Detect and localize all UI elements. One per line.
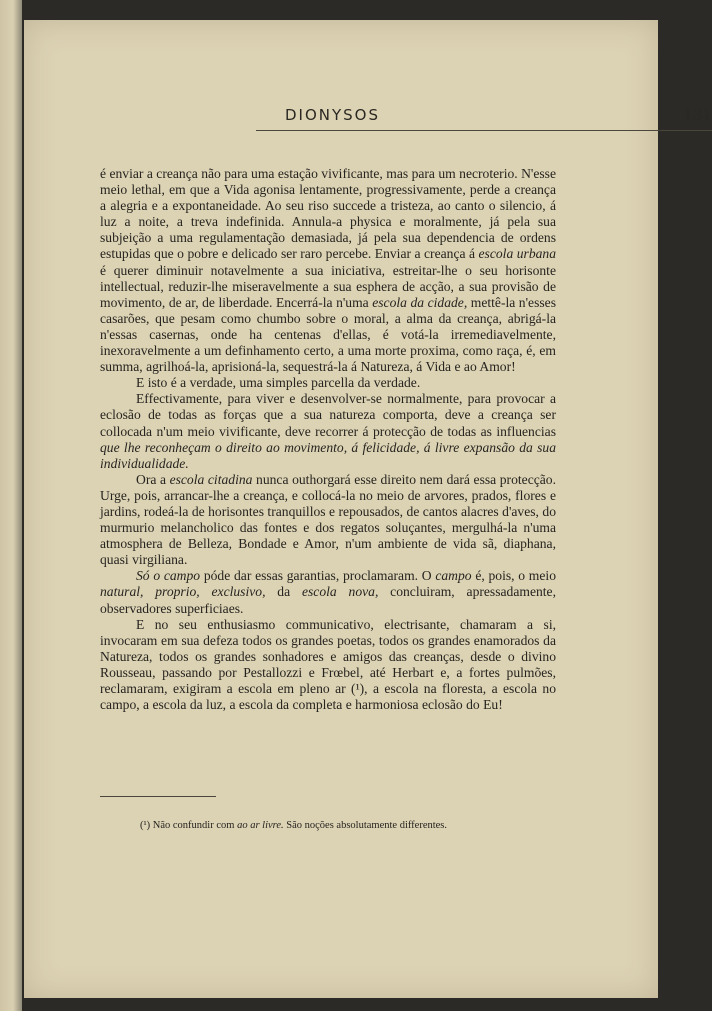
italic-text: ao ar livre. — [237, 820, 284, 831]
italic-text: natural, proprio, exclusivo, — [100, 584, 266, 600]
paragraph — [100, 375, 556, 391]
text-span: concluiram, apressadamente, observadores superficiaes. — [100, 584, 556, 616]
text-span: E isto é a verdade, uma simples parcella da verdade. — [136, 375, 421, 391]
book-spine-edge — [0, 0, 22, 1011]
text-span: Effectivamente, para viver e desenvolver-se normalmente, para provocar a eclosão de todas as forças que a sua natureza comporta, deve a creança ser collocada n'um meio vivificante, deve recorrer á protecção de todas as influencias — [100, 391, 556, 439]
italic-text: escola urbana — [478, 246, 557, 262]
footnote-separator — [100, 796, 216, 797]
italic-text: escola citadina — [169, 471, 253, 487]
text-span: é querer diminuir notavelmente a sua iniciativa, estreitar-lhe o seu horisonte intellectual, reduzir-lhe miseravelmente a sua esphera de acção, a sua provisão de movimento, de ar, de liberdade. Encerrá-la n'uma — [100, 262, 556, 310]
paragraph — [100, 617, 556, 714]
paragraph — [100, 568, 556, 616]
text-span: E no seu enthusiasmo communicativo, electrisante, chamaram a si, invocaram em sua defeza todos os grandes poetas, todos os grandes enamorados da Natureza, todos os grandes sonhadores e amigos das creanças, desde o divino Rousseau, passando por Pestallozzi e Frœbel, até Herbart e, a fortes pulmões, reclamaram, exigiram a escola em pleno ar (¹), a escola na floresta, a escola no campo, a escola da luz, a escola da completa e harmoniosa eclosão do Eu! — [100, 616, 556, 713]
page-header — [256, 106, 712, 131]
text-span: Não confundir com — [150, 820, 238, 831]
text-span: nunca outhorgará esse direito nem dará essa protecção. Urge, pois, arrancar-lhe a creança, e collocá-la no meio de arvores, prados, flores e jardins, rodeá-la de horisontes tranquillos e repousados, de cantos alacres d'aves, do murmurio melancholico das fontes e dos regatos soluçantes, mergulhá-la n'uma atmosphera de Belleza, Bondade e Amor, n'um ambiente de vida sã, diaphana, quasi virgiliana. — [100, 471, 556, 568]
text-span: mettê-la n'esses casarões, que pesam como chumbo sobre o moral, a alma da creança, abrigá-la n'essas casernas, onde ha centenas d'ellas, é votá-la irremediavelmente, inexoravelmente a um definhamento certo, a uma morte proxima, como raça, é, em summa, agrilhoá-la, aprisioná-la, sequestrá-la á Natureza, á Vida e ao Amor! — [100, 294, 556, 375]
footnote-marker: (¹) — [140, 820, 151, 831]
paragraph — [100, 166, 556, 375]
italic-text: Só o campo — [136, 568, 201, 584]
paragraph — [100, 472, 556, 569]
text-span: São noções absolutamente differentes. — [283, 820, 448, 831]
footnote — [140, 820, 447, 831]
paragraph — [100, 391, 556, 471]
page-number: 131 — [683, 106, 712, 124]
main-text — [100, 166, 556, 713]
italic-text: que lhe reconheçam o direito ao movimento, á felicidade, á livre expansão da sua individualidade. — [100, 439, 556, 471]
text-span: é, pois, o meio — [471, 568, 556, 584]
running-title: DIONYSOS — [285, 106, 381, 124]
footnote-text — [150, 820, 447, 831]
text-span: póde dar essas garantias, proclamaram. O — [200, 568, 436, 584]
text-span: é enviar a creança não para uma estação vivificante, mas para um necroterio. N'esse meio lethal, em que a Vida agonisa lentamente, progressivamente, perde a creança a alegria e a expontaneidade. Ao seu riso succede a tristeza, ao canto o silencio, á luz a noite, a treva indefinida. Annula-a physica e moralmente, já pela sua subjeição a uma regulamentação demasiada, já pela sua dependencia de ordens estupidas que o pobre e delicado ser raro percebe. Enviar a creança á — [100, 166, 556, 262]
italic-text: escola nova, — [301, 584, 379, 600]
text-span: Ora a — [136, 471, 170, 487]
text-span: da — [265, 584, 302, 600]
italic-text: escola da cidade, — [372, 294, 468, 310]
italic-text: campo — [435, 568, 472, 584]
